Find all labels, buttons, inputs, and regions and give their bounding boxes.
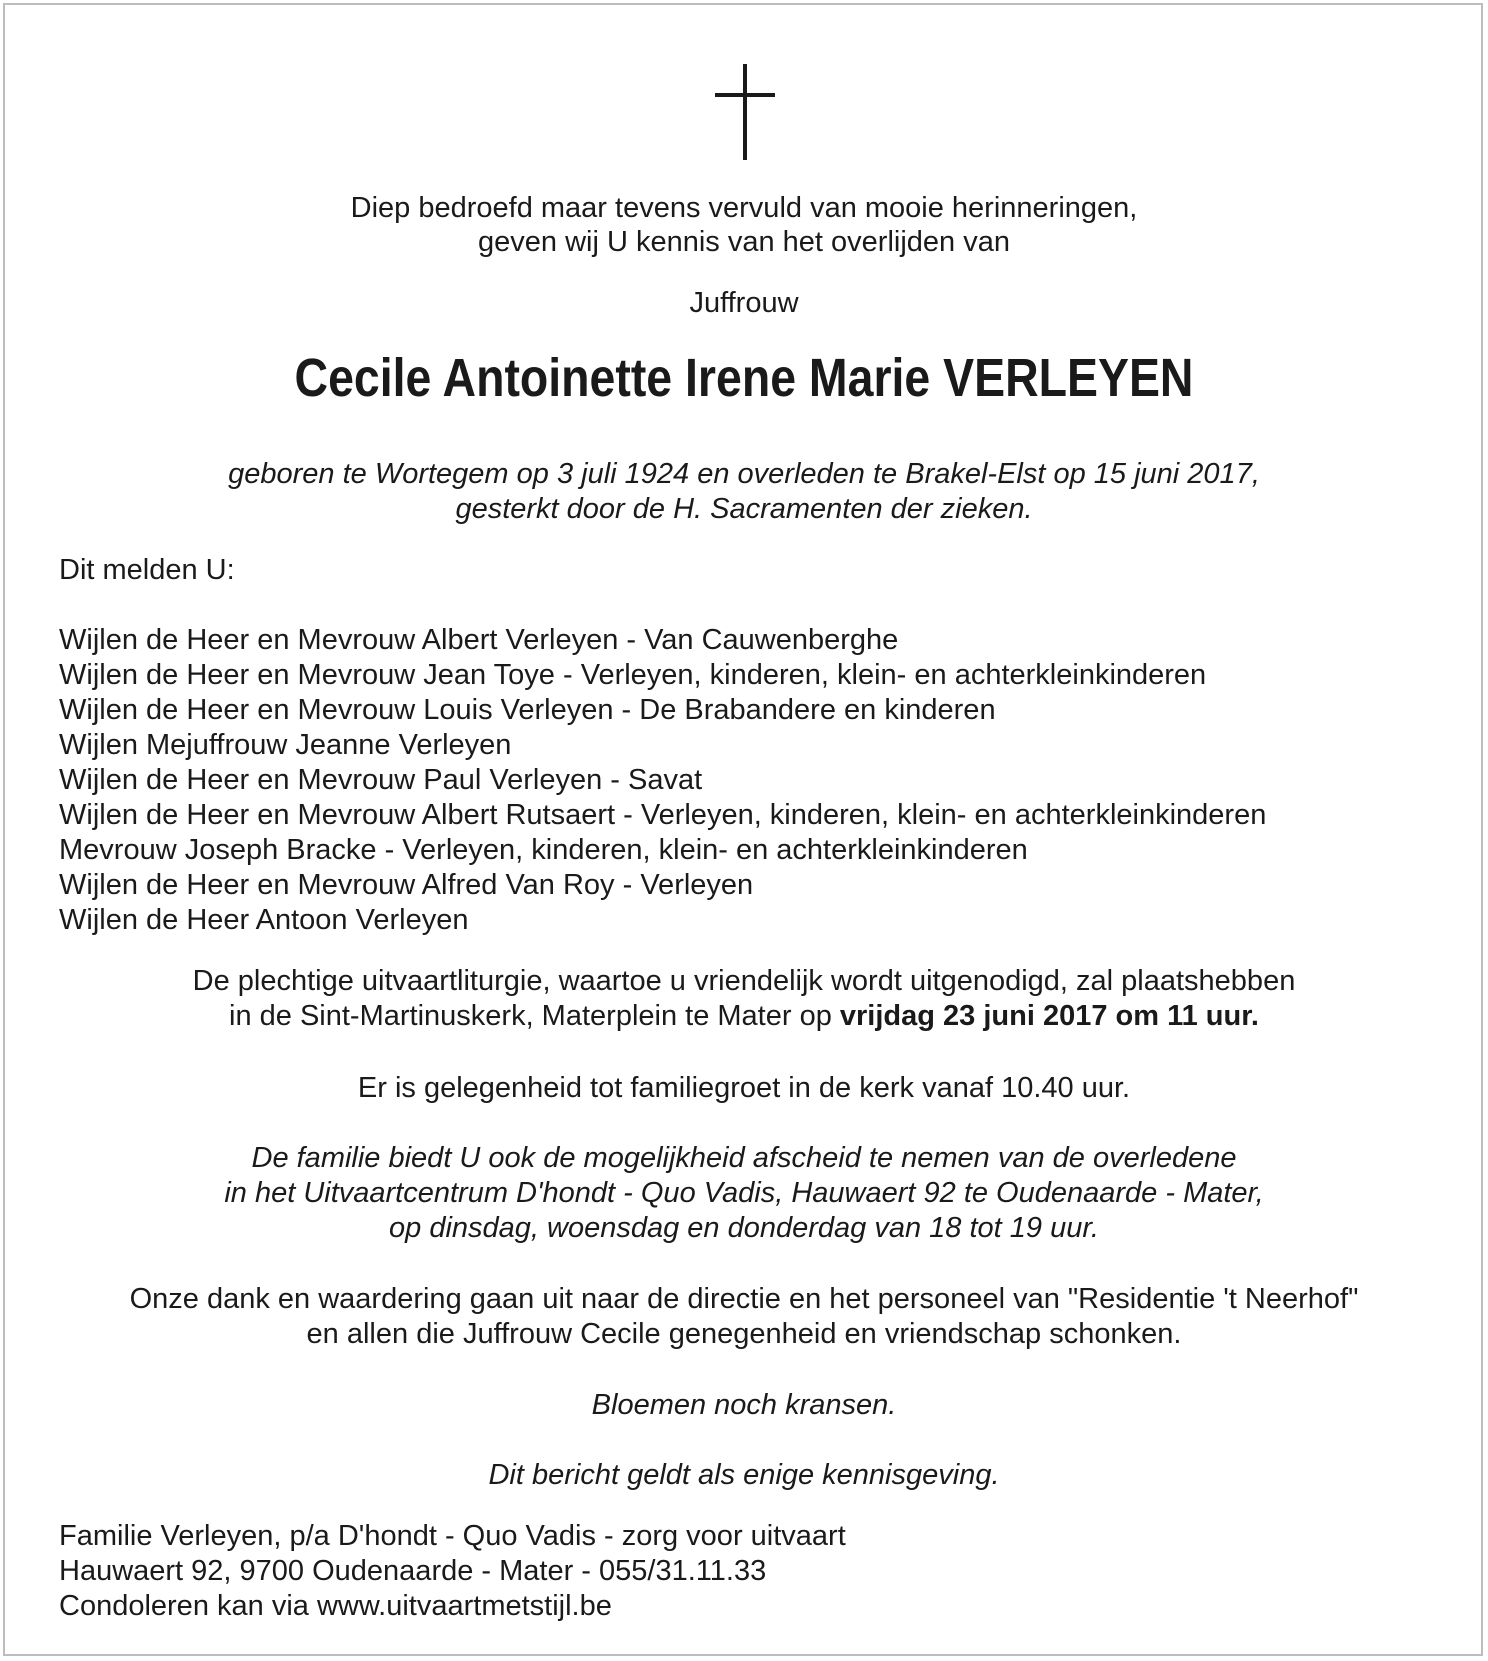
family-item: Wijlen de Heer en Mevrouw Albert Rutsaert - Verleyen, kinderen, klein- en achterkleinkinderen	[59, 799, 1267, 831]
family-item: Wijlen de Heer en Mevrouw Albert Verleyen - Van Cauwenberghe	[59, 624, 899, 656]
family-item: Wijlen de Heer en Mevrouw Jean Toye - Verleyen, kinderen, klein- en achterkleinkinderen	[59, 659, 1207, 691]
intro-line-1: Diep bedroefd maar tevens vervuld van mooie herinneringen,	[350, 192, 1138, 224]
funeral-date-time: vrijdag 23 juni 2017 om 11 uur.	[839, 1000, 1259, 1032]
contact-line-3: Condoleren kan via www.uitvaartmetstijl.be	[59, 1590, 612, 1622]
cross-icon	[715, 64, 775, 160]
notice-line: Dit bericht geldt als enige kennisgeving.	[488, 1459, 1000, 1491]
thanks-line-1: Onze dank en waardering gaan uit naar de directie en het personeel van "Residentie 't Neerhof"	[129, 1283, 1359, 1315]
birth-death-line-2: gesterkt door de H. Sacramenten der zieken.	[455, 493, 1033, 525]
announcers-intro: Dit melden U:	[59, 554, 235, 586]
farewell-line-3: op dinsdag, woensdag en donderdag van 18 tot 19 uur.	[389, 1212, 1099, 1244]
family-item: Mevrouw Joseph Bracke - Verleyen, kinderen, klein- en achterkleinkinderen	[59, 834, 1028, 866]
funeral-line-2	[0, 999, 1488, 1034]
family-item: Wijlen Mejuffrouw Jeanne Verleyen	[59, 729, 512, 761]
family-item: Wijlen de Heer en Mevrouw Alfred Van Roy - Verleyen	[59, 869, 754, 901]
contact-line-2: Hauwaert 92, 9700 Oudenaarde - Mater - 055/31.11.33	[59, 1555, 767, 1587]
greeting-line: Er is gelegenheid tot familiegroet in de kerk vanaf 10.40 uur.	[357, 1072, 1131, 1104]
contact-line-1: Familie Verleyen, p/a D'hondt - Quo Vadis - zorg voor uitvaart	[59, 1520, 846, 1552]
family-item: Wijlen de Heer en Mevrouw Louis Verleyen - De Brabandere en kinderen	[59, 694, 996, 726]
funeral-location: in de Sint-Martinuskerk, Materplein te Mater op	[229, 1000, 840, 1032]
family-item: Wijlen de Heer en Mevrouw Paul Verleyen - Savat	[59, 764, 703, 796]
title: Juffrouw	[689, 287, 799, 319]
funeral-line-1: De plechtige uitvaartliturgie, waartoe u vriendelijk wordt uitgenodigd, zal plaatshebben	[192, 965, 1296, 997]
family-item: Wijlen de Heer Antoon Verleyen	[59, 904, 469, 936]
thanks-line-2: en allen die Juffrouw Cecile genegenheid en vriendschap schonken.	[306, 1318, 1182, 1350]
deceased-name: Cecile Antoinette Irene Marie VERLEYEN	[294, 348, 1194, 408]
flowers-line: Bloemen noch kransen.	[591, 1389, 897, 1421]
intro-line-2: geven wij U kennis van het overlijden van	[478, 226, 1010, 258]
farewell-line-2: in het Uitvaartcentrum D'hondt - Quo Vadis, Hauwaert 92 te Oudenaarde - Mater,	[224, 1177, 1264, 1209]
farewell-line-1: De familie biedt U ook de mogelijkheid afscheid te nemen van de overledene	[251, 1142, 1237, 1174]
birth-death-line-1: geboren te Wortegem op 3 juli 1924 en overleden te Brakel-Elst op 15 juni 2017,	[228, 458, 1260, 490]
